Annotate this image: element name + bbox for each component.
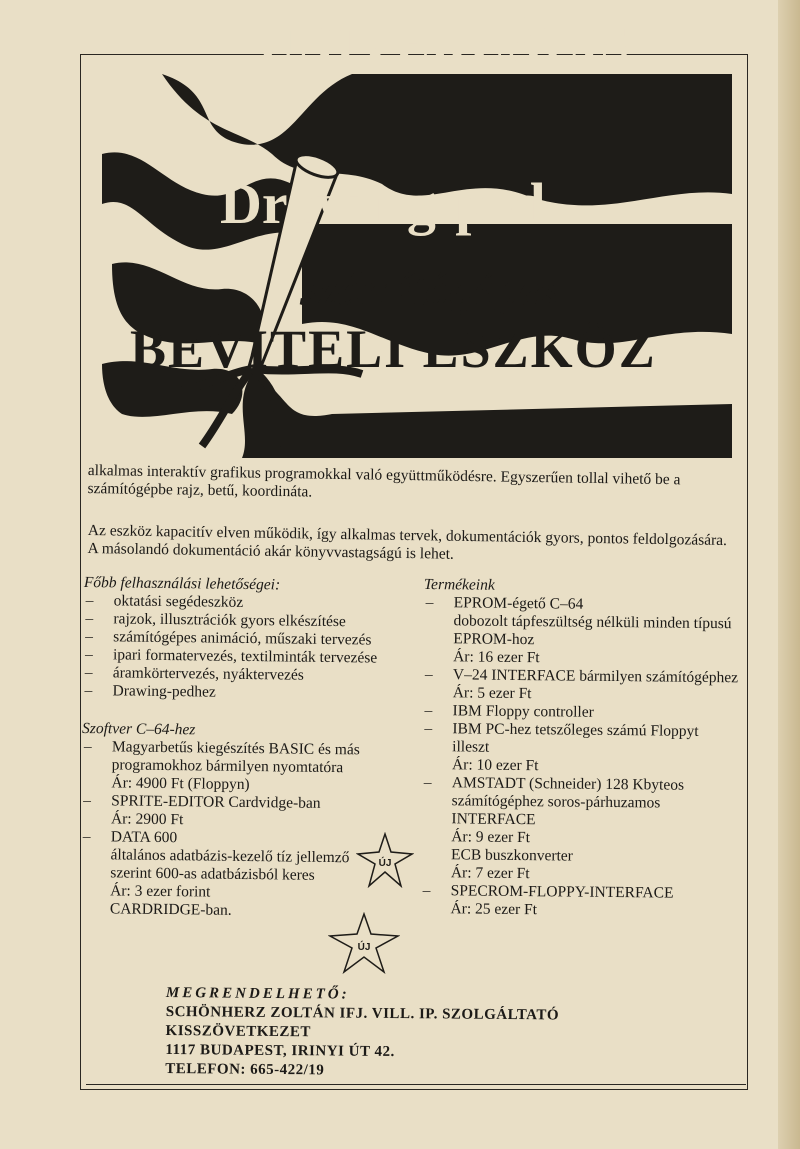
software-list bbox=[80, 738, 412, 922]
product-name: – SPECROM-FLOPPY-INTERFACE bbox=[450, 882, 674, 902]
new-star-icon bbox=[356, 832, 414, 888]
list-item: – rajzok, illusztrációk gyors elkészítése bbox=[83, 610, 413, 632]
flame-shape bbox=[242, 374, 732, 458]
product-name: – AMSTADT (Schneider) 128 Kbyteos számítógéphez soros-párhuzamos INTERFACE bbox=[451, 774, 685, 829]
product-name: – IBM Floppy controller bbox=[452, 702, 594, 721]
header-title-beviteli-eszkoz: BEVITELI ESZKÖZ bbox=[130, 319, 657, 379]
software-price: Ár: 2900 Ft bbox=[110, 810, 184, 829]
order-company: SCHÖNHERZ ZOLTÁN IFJ. VILL. IP. SZOLGÁLTATÓ bbox=[165, 1003, 560, 1024]
product-name: – V–24 INTERFACE bármilyen számítógéphez bbox=[452, 666, 739, 687]
product-price: Ár: 16 ezer Ft bbox=[453, 648, 540, 667]
software-extra: CARDRIDGE-ban. bbox=[109, 900, 232, 919]
new-badge-label: ÚJ bbox=[378, 858, 392, 869]
list-item bbox=[81, 738, 412, 796]
product-name: – IBM PC-hez tetszőleges számú Floppyt illeszt bbox=[452, 720, 699, 756]
list-item bbox=[422, 720, 739, 777]
product-price: Ár: 25 ezer Ft bbox=[450, 900, 538, 919]
uses-list bbox=[82, 592, 413, 704]
list-item: – áramkörtervezés, nyáktervezés bbox=[83, 664, 413, 686]
product-price: Ár: 10 ezer Ft bbox=[451, 756, 539, 775]
software-name: – SPRITE-EDITOR Cardvidge-ban bbox=[111, 792, 321, 812]
list-item bbox=[421, 774, 738, 885]
header-title-univerzalis: UNIVERZÁLIS bbox=[258, 17, 631, 74]
page-edge bbox=[778, 0, 800, 1149]
product-extra-name: ECB buszkonverter bbox=[450, 846, 573, 865]
software-name: – DATA 600 bbox=[110, 828, 178, 847]
software-desc: általános adatbázis-kezelő tíz jellemző szerint 600-as adatbázisból keres bbox=[110, 846, 350, 884]
product-extra-price: Ár: 7 ezer Ft bbox=[450, 864, 530, 883]
order-title: MEGRENDELHETŐ: bbox=[165, 984, 350, 1003]
products-heading: Termékeink bbox=[423, 576, 495, 594]
product-desc: dobozolt tápfeszültség nélküli minden típusú EPROM-hoz bbox=[453, 612, 732, 649]
product-price: Ár: 9 ezer Ft bbox=[451, 828, 531, 847]
header-title-drawing-ped: Drawing-ped bbox=[220, 171, 546, 236]
software-heading: Szoftver C–64-hez bbox=[82, 719, 196, 739]
intro-paragraph-1: alkalmas interaktív grafikus programokkal való együttműködésre. Egyszerűen tollal vihető be a számítógépbe rajz, betű, koordináta. bbox=[87, 462, 681, 501]
order-block bbox=[165, 984, 686, 1084]
list-item bbox=[420, 882, 736, 921]
order-address: 1117 BUDAPEST, IRINYI ÚT 42. bbox=[165, 1041, 395, 1060]
software-price: Ár: 4900 Ft (Floppyn) bbox=[111, 774, 250, 794]
new-star-icon bbox=[328, 912, 400, 974]
order-cooperative: KISSZÖVETKEZET bbox=[165, 1022, 312, 1041]
right-column bbox=[420, 576, 740, 921]
order-phone: TELEFON: 665-422/19 bbox=[165, 1060, 325, 1079]
product-price: Ár: 5 ezer Ft bbox=[452, 684, 532, 703]
software-price: Ár: 3 ezer forint bbox=[110, 882, 211, 901]
list-item: – ipari formatervezés, textilminták tervezése bbox=[83, 646, 413, 668]
list-item: – oktatási segédeszköz bbox=[84, 592, 414, 614]
uses-heading: Főbb felhasználási lehetőségei: bbox=[83, 574, 281, 594]
list-item bbox=[81, 792, 411, 832]
software-name: – Magyarbetűs kiegészítés BASIC és más programokhoz bármilyen nyomtatóra bbox=[111, 738, 360, 777]
product-name: – EPROM-égető C–64 bbox=[453, 594, 584, 613]
bottom-rule bbox=[86, 1084, 746, 1085]
list-item: – számítógépes animáció, műszaki tervezés bbox=[83, 628, 413, 650]
list-item: – Drawing-pedhez bbox=[82, 682, 412, 704]
list-item bbox=[423, 666, 739, 705]
intro-paragraph-2: Az eszköz kapacitív elven működik, így alkalmas tervek, dokumentációk gyors, pontos feldolgozására. A másolandó dokumentáció akár könyvvastagságú is lehet. bbox=[87, 522, 728, 563]
new-badge-label: ÚJ bbox=[357, 942, 371, 953]
list-item bbox=[423, 594, 740, 669]
products-list bbox=[420, 594, 739, 921]
header-title-szamitogepes: számítógépes bbox=[300, 263, 559, 316]
